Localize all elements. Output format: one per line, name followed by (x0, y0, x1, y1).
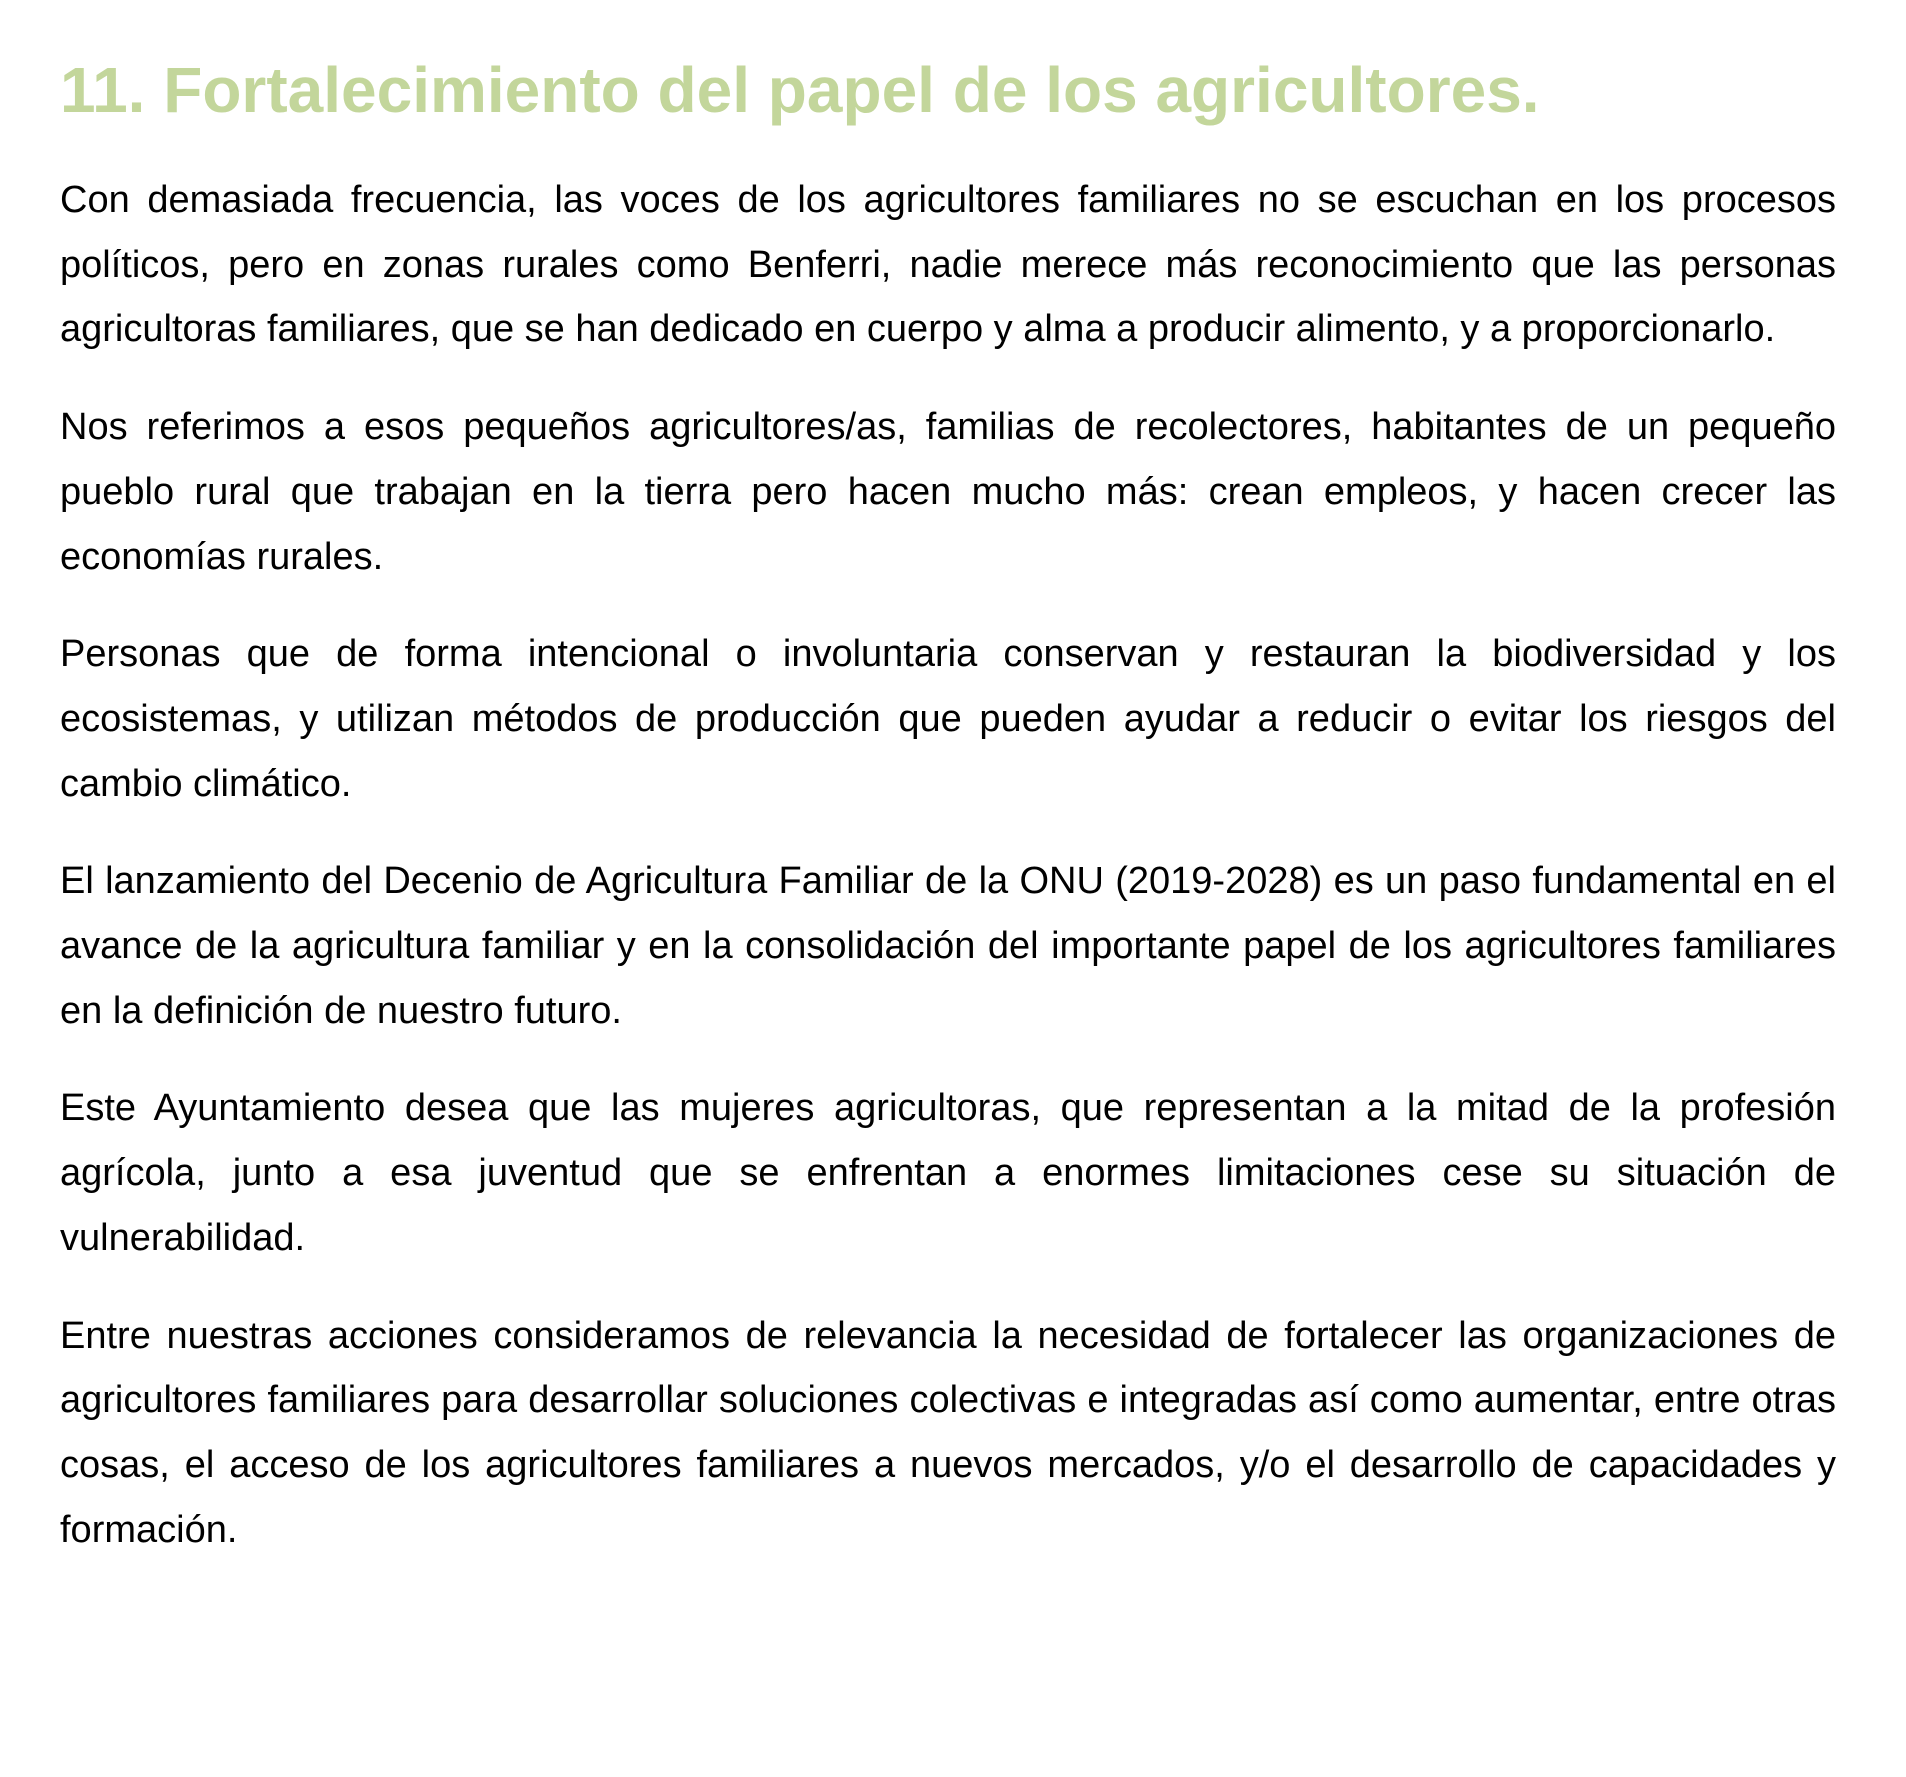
section-heading: 11. Fortalecimiento del papel de los agricultores. (60, 54, 1540, 126)
paragraph-2: Nos referimos a esos pequeños agricultores/as, familias de recolectores, habitantes de un pequeño pueblo rural que trabajan en la tierra pero hacen mucho más: crean empleos, y hacen crecer las economías rurales. (60, 406, 1836, 578)
paragraph-4: El lanzamiento del Decenio de Agricultura Familiar de la ONU (2019-2028) es un paso fundamental en el avance de la agricultura familiar y en la consolidación del importante papel de los agricultores familiares en la definición de nuestro futuro. (60, 860, 1836, 1032)
paragraph-5: Este Ayuntamiento desea que las mujeres agricultoras, que representan a la mitad de la profesión agrícola, junto a esa juventud que se enfrentan a enormes limitaciones cese su situación de vulnerabilidad. (60, 1087, 1836, 1259)
paragraph-6: Entre nuestras acciones consideramos de relevancia la necesidad de fortalecer las organizaciones de agricultores familiares para desarrollar soluciones colectivas e integradas así como aumentar, entre otras cosas, el acceso de los agricultores familiares a nuevos mercados, y/o el desarrollo de capacidades y formación. (60, 1314, 1836, 1551)
document-page (60, 0, 1836, 1562)
paragraph-3: Personas que de forma intencional o involuntaria conservan y restauran la biodiversidad y los ecosistemas, y utilizan métodos de producción que pueden ayudar a reducir o evitar los riesgos del cambio climático. (60, 633, 1836, 805)
paragraph-1: Con demasiada frecuencia, las voces de los agricultores familiares no se escuchan en los procesos políticos, pero en zonas rurales como Benferri, nadie merece más reconocimiento que las personas agricultoras familiares, que se han dedicado en cuerpo y alma a producir alimento, y a proporcionarlo. (60, 179, 1836, 351)
